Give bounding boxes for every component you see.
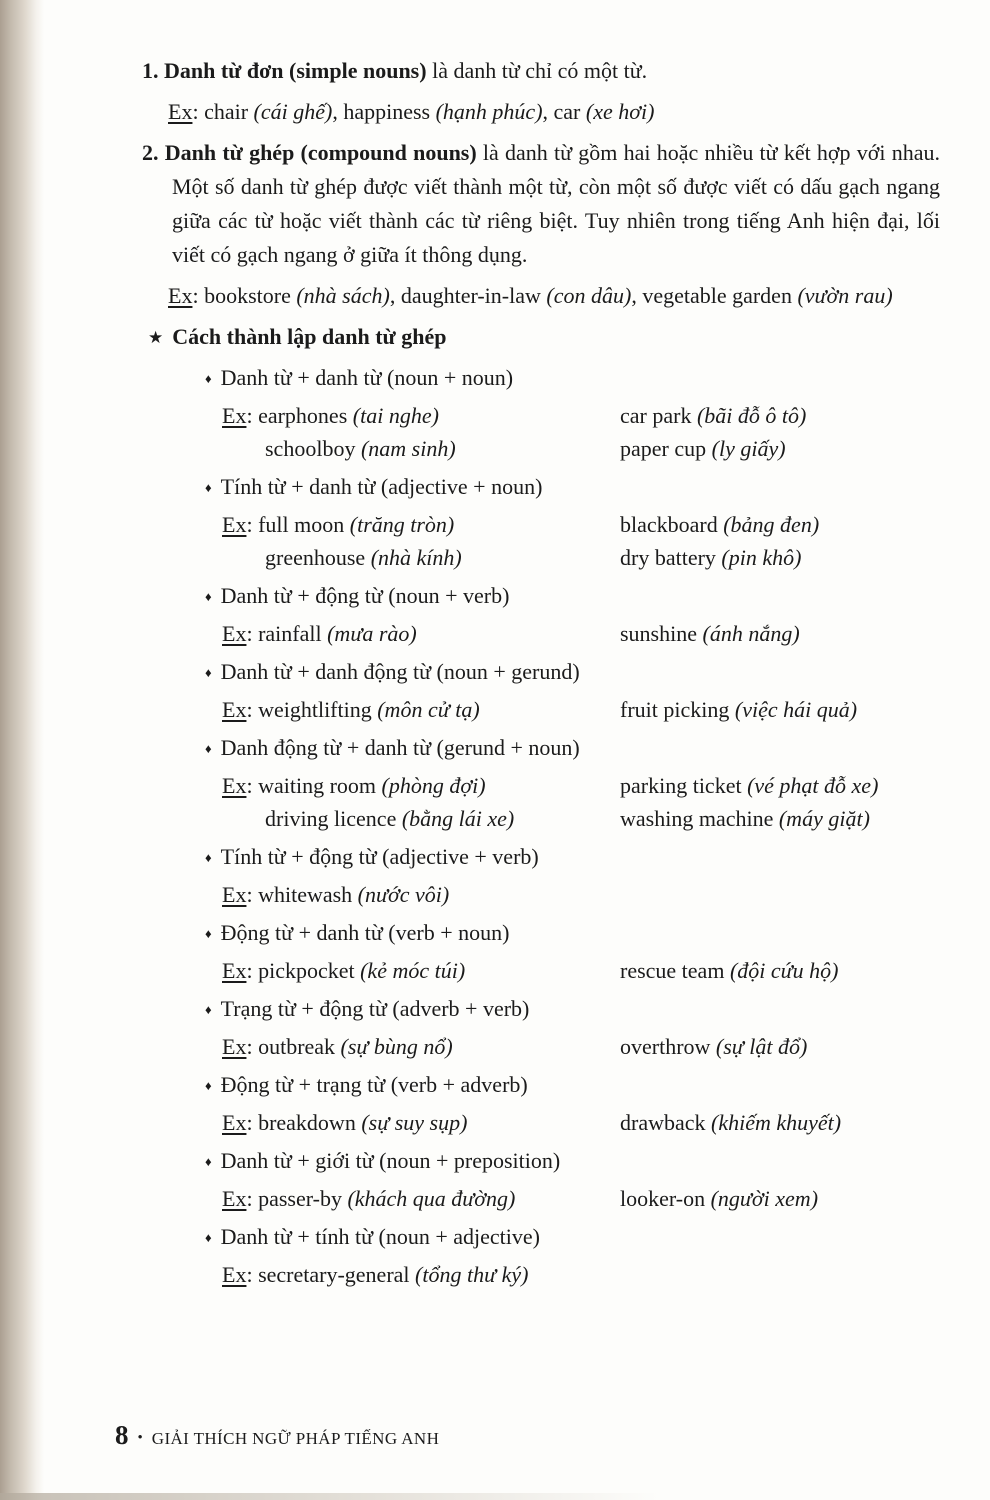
example-group: [222, 878, 940, 911]
ex-label: Ex: [222, 1110, 247, 1135]
example-group: [222, 693, 940, 726]
example-group: [222, 769, 940, 835]
example-group: [222, 1182, 940, 1215]
example-row: [222, 802, 940, 835]
example-group: [222, 1258, 940, 1291]
bullet-item: [205, 361, 940, 395]
example-left: Ex: outbreak (sự bùng nổ): [222, 1034, 453, 1059]
example-left: Ex: secretary-general (tổng thư ký): [222, 1262, 529, 1287]
italic-translation: (cái ghế): [253, 99, 333, 124]
bullet-item-label: Động từ + trạng từ (verb + adverb): [220, 1072, 528, 1097]
italic-translation: (con dâu): [546, 283, 632, 308]
bullet-item-label: Danh động từ + danh từ (gerund + noun): [220, 735, 580, 760]
italic-translation: (nước vôi): [357, 882, 450, 907]
example-row: [222, 878, 940, 911]
example-group: [222, 508, 940, 574]
example-right: looker-on (người xem): [620, 1186, 819, 1211]
example-left: schoolboy (nam sinh): [265, 436, 456, 461]
example-group: [222, 617, 940, 650]
bullet-item-label: Tính từ + danh từ (adjective + noun): [220, 474, 543, 499]
star-icon: ★: [148, 328, 164, 347]
diamond-icon: ♦: [205, 665, 212, 680]
item-number: 1.: [142, 58, 159, 83]
example-line: Ex: bookstore (nhà sách), daughter-in-law (con dâu), vegetable garden (vườn rau): [168, 283, 893, 308]
section-heading-text: Cách thành lập danh từ ghép: [172, 324, 447, 349]
italic-translation: (vườn rau): [797, 283, 893, 308]
ex-label: Ex: [222, 697, 247, 722]
page-bottom-edge-shadow: [0, 1493, 693, 1500]
example-left: Ex: breakdown (sự suy sụp): [222, 1110, 468, 1135]
italic-translation: (sự lật đổ): [715, 1034, 808, 1059]
diamond-icon: ♦: [205, 371, 212, 386]
example-left: Ex: passer-by (khách qua đường): [222, 1186, 516, 1211]
bullet-item: [205, 992, 940, 1026]
example-row: [222, 399, 940, 432]
diamond-icon: ♦: [205, 1002, 212, 1017]
diamond-icon: ♦: [205, 850, 212, 865]
example-right: [620, 878, 940, 911]
italic-translation: (nhà kính): [370, 545, 462, 570]
example-group: [222, 954, 940, 987]
bullet-item-label: Danh từ + tính từ (noun + adjective): [220, 1224, 540, 1249]
numbered-item: 2. Danh từ ghép (compound nouns) là danh từ gồm hai hoặc nhiều từ kết hợp với nhau. Một số danh từ ghép được viết thành một từ, còn một số được viết có dấu gạch ngang giữa các từ hoặc viết thành các từ riêng biệt. Tuy nhiên trong tiếng Anh hiện đại, lối viết có gạch ngang ở giữa ít thông dụng.: [142, 140, 941, 267]
example-left: Ex: rainfall (mưa rào): [222, 621, 417, 646]
example-row: [222, 508, 940, 541]
italic-translation: (xe hơi): [585, 99, 655, 124]
example-right: paper cup (ly giấy): [620, 436, 786, 461]
ex-label: Ex: [222, 512, 247, 537]
bullet-item: [205, 916, 940, 950]
bullet-item: [205, 655, 940, 689]
bullet-item-label: Danh từ + danh từ (noun + noun): [220, 365, 514, 390]
page-number: 8: [115, 1420, 129, 1450]
ex-label: Ex: [222, 1262, 247, 1287]
italic-translation: (khách qua đường): [347, 1186, 516, 1211]
italic-translation: (bảng đen): [723, 512, 820, 537]
italic-translation: (máy giặt): [778, 806, 870, 831]
example-row: [222, 1258, 940, 1291]
section-heading: [148, 320, 940, 355]
example-row: [222, 769, 940, 802]
ex-label: Ex: [168, 99, 193, 124]
bullet-item-label: Động từ + danh từ (verb + noun): [220, 920, 510, 945]
example-right: fruit picking (việc hái quả): [620, 697, 858, 722]
example-right: car park (bãi đỗ ô tô): [620, 403, 807, 428]
example-row: [222, 1030, 940, 1063]
ex-label: Ex: [222, 882, 247, 907]
diamond-icon: ♦: [205, 480, 212, 495]
example-left: Ex: whitewash (nước vôi): [222, 882, 450, 907]
example-right: parking ticket (vé phạt đỗ xe): [620, 773, 879, 798]
example-row: [222, 954, 940, 987]
italic-translation: (mưa rào): [327, 621, 417, 646]
italic-translation: (việc hái quả): [734, 697, 858, 722]
example-left: driving licence (bằng lái xe): [265, 806, 515, 831]
example-left: Ex: waiting room (phòng đợi): [222, 773, 486, 798]
bullet-item: [205, 840, 940, 874]
italic-translation: (bãi đỗ ô tô): [696, 403, 807, 428]
bullet-item: [205, 731, 940, 765]
italic-translation: (phòng đợi): [381, 773, 486, 798]
bold-text: Danh từ đơn (simple nouns): [164, 58, 427, 83]
example-group: [222, 1106, 940, 1139]
diamond-icon: ♦: [205, 589, 212, 604]
footer: [115, 1420, 439, 1451]
italic-translation: (vé phạt đỗ xe): [747, 773, 879, 798]
italic-translation: (tai nghe): [352, 403, 439, 428]
example-right: [620, 1258, 940, 1291]
ex-label: Ex: [222, 403, 247, 428]
bullet-item: [205, 470, 940, 504]
italic-translation: (môn cử tạ): [377, 697, 480, 722]
bullet-item: [205, 579, 940, 613]
example-group: [222, 1030, 940, 1063]
diamond-icon: ♦: [205, 1154, 212, 1169]
bullet-item-label: Danh từ + giới từ (noun + preposition): [220, 1148, 561, 1173]
example-right: blackboard (bảng đen): [620, 512, 820, 537]
footer-separator: •: [137, 1430, 143, 1446]
bullet-item: [205, 1220, 940, 1254]
italic-translation: (hạnh phúc): [435, 99, 543, 124]
bullet-item-label: Tính từ + động từ (adjective + verb): [220, 844, 539, 869]
bold-text: Danh từ ghép (compound nouns): [164, 140, 477, 165]
example-row: [222, 432, 940, 465]
italic-translation: (tổng thư ký): [415, 1262, 529, 1287]
book-title: GIẢI THÍCH NGỮ PHÁP TIẾNG ANH: [151, 1429, 440, 1448]
italic-translation: (khiếm khuyết): [711, 1110, 842, 1135]
page-content: [142, 54, 940, 1296]
italic-translation: (sự bùng nổ): [340, 1034, 453, 1059]
example-group: [222, 399, 940, 465]
example-row: [222, 617, 940, 650]
example-left: Ex: pickpocket (kẻ móc túi): [222, 958, 466, 983]
example-right: dry battery (pin khô): [620, 545, 802, 570]
bullet-item-label: Danh từ + danh động từ (noun + gerund): [220, 659, 580, 684]
example-right: washing machine (máy giặt): [620, 806, 870, 831]
ex-label: Ex: [222, 773, 247, 798]
italic-translation: (bằng lái xe): [401, 806, 515, 831]
bullet-item: [205, 1144, 940, 1178]
page-left-edge-shadow: [0, 0, 44, 1500]
italic-translation: (pin khô): [721, 545, 802, 570]
example-row: [222, 541, 940, 574]
example-line: Ex: chair (cái ghế), happiness (hạnh phúc), car (xe hơi): [168, 99, 655, 124]
ex-label: Ex: [168, 283, 193, 308]
italic-translation: (nam sinh): [360, 436, 456, 461]
italic-translation: (đội cứu hộ): [729, 958, 839, 983]
diamond-icon: ♦: [205, 926, 212, 941]
italic-translation: (kẻ móc túi): [360, 958, 466, 983]
example-left: Ex: full moon (trăng tròn): [222, 512, 455, 537]
example-right: drawback (khiếm khuyết): [620, 1110, 842, 1135]
numbered-item: 1. Danh từ đơn (simple nouns) là danh từ chỉ có một từ.: [142, 58, 648, 83]
ex-label: Ex: [222, 621, 247, 646]
diamond-icon: ♦: [205, 741, 212, 756]
bullet-item-label: Trạng từ + động từ (adverb + verb): [220, 996, 530, 1021]
ex-label: Ex: [222, 958, 247, 983]
example-left: Ex: weightlifting (môn cử tạ): [222, 697, 480, 722]
italic-translation: (ly giấy): [711, 436, 786, 461]
diamond-icon: ♦: [205, 1078, 212, 1093]
diamond-icon: ♦: [205, 1230, 212, 1245]
italic-translation: (ánh nắng): [702, 621, 800, 646]
example-row: [222, 693, 940, 726]
example-right: overthrow (sự lật đổ): [620, 1034, 808, 1059]
example-row: [222, 1106, 940, 1139]
bullet-item-label: Danh từ + động từ (noun + verb): [220, 583, 510, 608]
bullet-item: [205, 1068, 940, 1102]
example-left: Ex: earphones (tai nghe): [222, 403, 439, 428]
item-number: 2.: [142, 140, 159, 165]
example-right: sunshine (ánh nắng): [620, 621, 800, 646]
italic-translation: (trăng tròn): [349, 512, 455, 537]
italic-translation: (người xem): [710, 1186, 819, 1211]
ex-label: Ex: [222, 1034, 247, 1059]
example-row: [222, 1182, 940, 1215]
example-right: rescue team (đội cứu hộ): [620, 958, 839, 983]
ex-label: Ex: [222, 1186, 247, 1211]
italic-translation: (sự suy sụp): [361, 1110, 468, 1135]
italic-translation: (nhà sách): [296, 283, 390, 308]
example-left: greenhouse (nhà kính): [265, 545, 462, 570]
